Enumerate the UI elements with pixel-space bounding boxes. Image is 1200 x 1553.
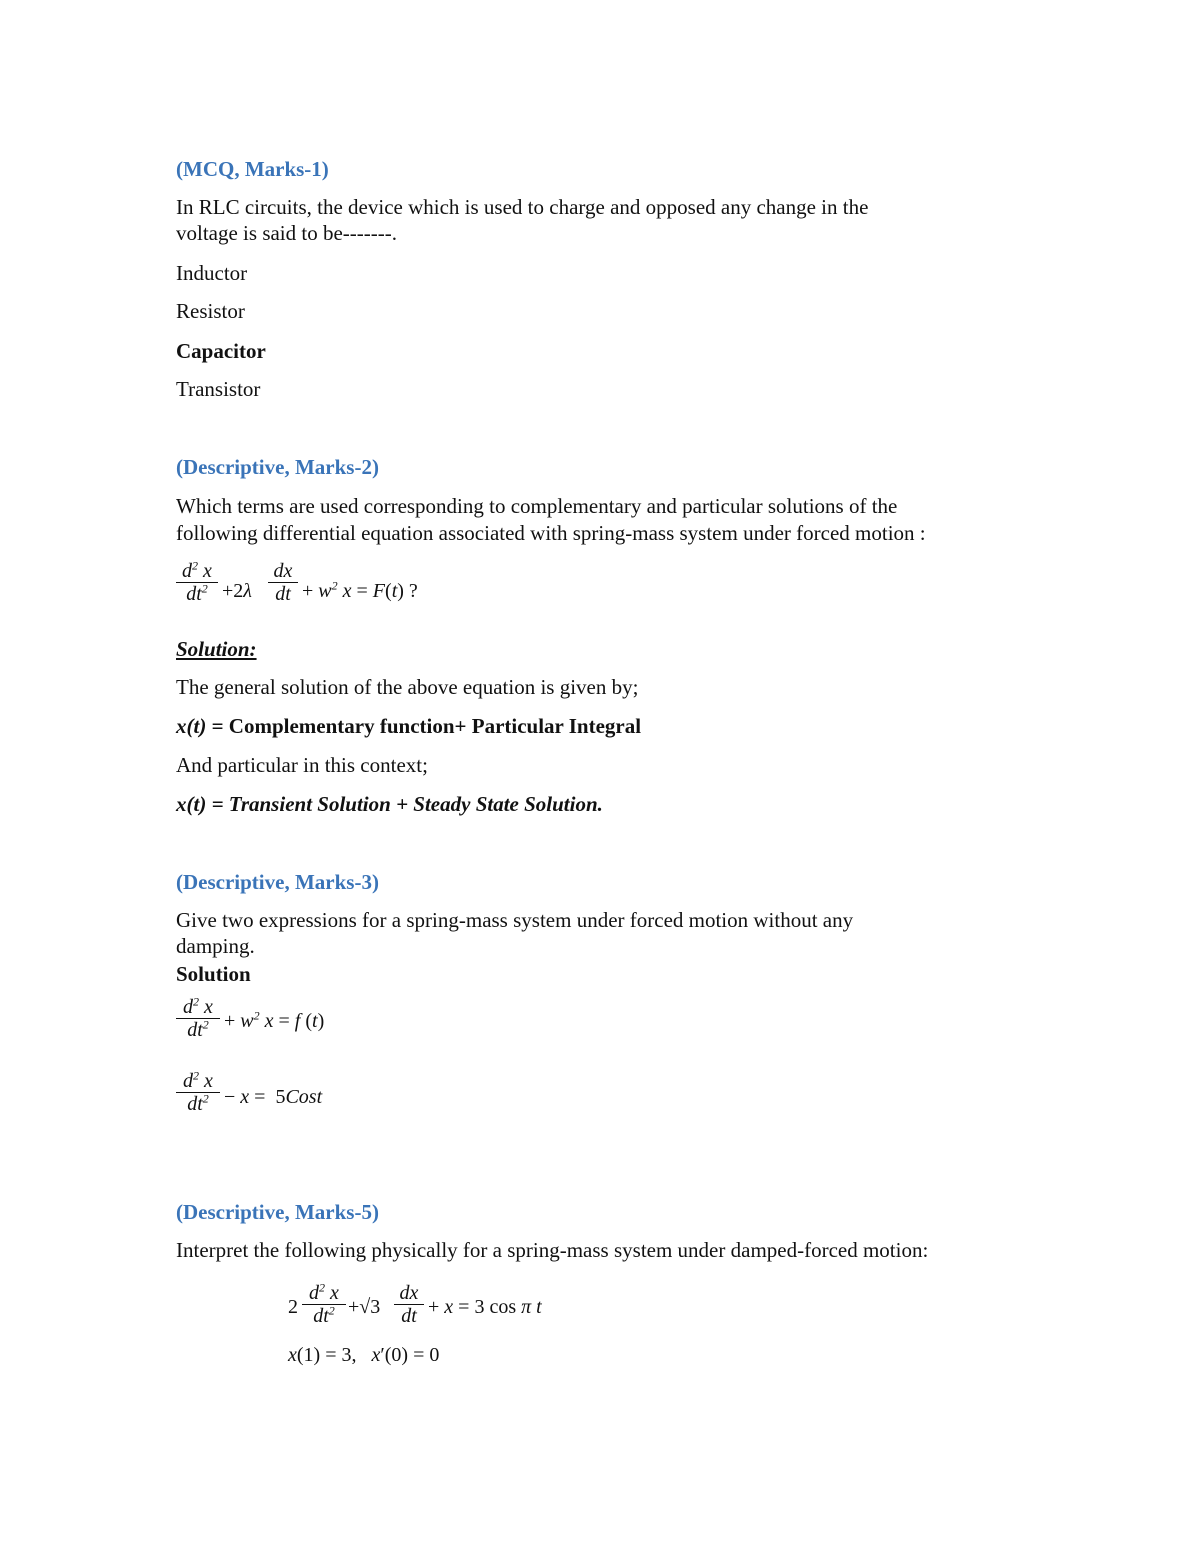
q4-equation: 2 $d^2$ x $dt^2$ +√3 dx dt + x = 3 cos π t <box>288 1280 542 1327</box>
q3-question-line-1: Give two expressions for a spring-mass system under forced motion without any <box>176 908 854 932</box>
q1-option-3-correct: Capacitor <box>176 339 266 363</box>
q4-initial-conditions: x(1) = 3, x′(0) = 0 <box>288 1344 440 1366</box>
q3-equation-1: $d^2$ x $dt^2$ + $w^2$ x = f (t) <box>176 996 436 1052</box>
q1-question-line-1: In RLC circuits, the device which is used to charge and opposed any change in the <box>176 195 869 219</box>
q3-equation-2: $d^2$ x $dt^2$ − x = 5Cost <box>176 1070 436 1126</box>
q2-solution-particular: x(t) = Transient Solution + Steady State Solution. <box>176 792 603 816</box>
q2-solution-general: x(t) = Complementary function+ Particular Integral <box>176 714 642 738</box>
q4-header: (Descriptive, Marks-5) <box>176 1200 379 1224</box>
q2-solution-text-2: And particular in this context; <box>176 753 428 777</box>
q2-solution-label: Solution: <box>176 637 257 661</box>
q1-option-1: Inductor <box>176 261 248 285</box>
q1-header: (MCQ, Marks-1) <box>176 157 329 181</box>
q2-question-line-2: following differential equation associated with spring-mass system under forced motion : <box>176 521 926 545</box>
q1-option-2: Resistor <box>176 299 245 323</box>
q1-option-4: Transistor <box>176 377 261 401</box>
q4-question: Interpret the following physically for a spring-mass system under damped-forced motion: <box>176 1238 929 1262</box>
q1-question-line-2: voltage is said to be-------. <box>176 221 398 245</box>
q3-solution-label: Solution <box>176 962 251 986</box>
q2-equation: $d^2$ x $dt^2$ +2λ dx dt + $w^2$ x = F(t) ? <box>176 560 476 620</box>
q3-question-line-2: damping. <box>176 934 255 958</box>
q2-solution-text-1: The general solution of the above equation is given by; <box>176 675 639 699</box>
q3-header: (Descriptive, Marks-3) <box>176 870 379 894</box>
q2-header: (Descriptive, Marks-2) <box>176 455 379 479</box>
q2-question-line-1: Which terms are used corresponding to complementary and particular solutions of the <box>176 494 898 518</box>
